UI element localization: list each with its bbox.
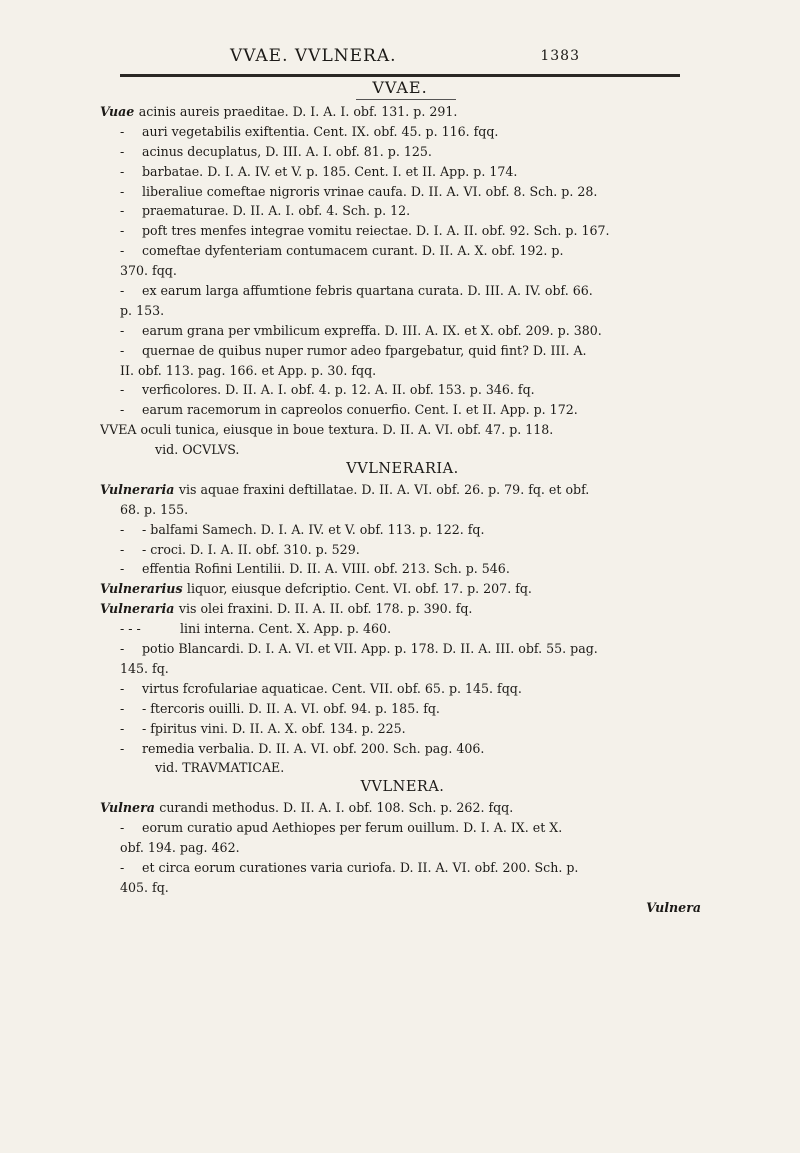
entry-text: acinis aureis praeditae. D. I. A. I. obf. 131. p. 291. bbox=[138, 104, 458, 119]
entry-text: liberaliue comeftae nigroris vrinae caufa. D. II. A. VI. obf. 8. Sch. p. 28. bbox=[142, 183, 598, 199]
index-line bbox=[100, 341, 705, 361]
index-line bbox=[100, 261, 705, 281]
ditto-dash: - bbox=[120, 342, 125, 358]
running-head bbox=[230, 46, 580, 72]
ditto-dash: - bbox=[120, 322, 125, 338]
entry-text: vid. TRAVMATICAE. bbox=[155, 760, 285, 776]
index-line bbox=[100, 301, 705, 321]
entry-text: vis olei fraxini. D. II. A. II. obf. 178. p. 390. fq. bbox=[178, 601, 473, 617]
index-line bbox=[100, 221, 705, 241]
entry-text: et circa eorum curationes varia curiofa. D. II. A. VI. obf. 200. Sch. p. bbox=[142, 859, 579, 875]
index-line bbox=[100, 559, 705, 579]
entry-text: curandi methodus. D. II. A. I. obf. 108. Sch. p. 262. fqq. bbox=[159, 800, 514, 816]
index-line bbox=[100, 619, 705, 639]
entry-text: remedia verbalia. D. II. A. VI. obf. 200. Sch. pag. 406. bbox=[142, 740, 485, 756]
index-line bbox=[100, 758, 705, 778]
entry-text: acinus decuplatus, D. III. A. I. obf. 81. p. 125. bbox=[142, 143, 432, 159]
index-line bbox=[100, 639, 705, 659]
ditto-dash: - bbox=[120, 163, 125, 179]
index-line bbox=[100, 440, 705, 460]
index-line bbox=[100, 420, 705, 440]
ditto-dash: - bbox=[120, 820, 125, 836]
index-line bbox=[100, 380, 705, 400]
ditto-dash: - bbox=[120, 641, 125, 657]
index-line bbox=[100, 679, 705, 699]
ditto-dash: - bbox=[120, 402, 125, 418]
header-rule bbox=[120, 74, 680, 77]
ditto-dash: - bbox=[120, 561, 125, 577]
index-line bbox=[100, 281, 705, 301]
index-line bbox=[100, 162, 705, 182]
index-line bbox=[100, 400, 705, 420]
page-number: 1383 bbox=[540, 48, 580, 64]
index-line bbox=[100, 182, 705, 202]
index-line bbox=[100, 719, 705, 739]
ditto-dash: - bbox=[120, 521, 125, 537]
entry-text: verficolores. D. II. A. I. obf. 4. p. 12. A. II. obf. 153. p. 346. fq. bbox=[142, 382, 535, 398]
entry-text: barbatae. D. I. A. IV. et V. p. 185. Cent. I. et II. App. p. 174. bbox=[142, 163, 518, 179]
entry-text: VVEA oculi tunica, eiusque in boue textura. D. II. A. VI. obf. 47. p. 118. bbox=[100, 422, 554, 438]
section-title-underline bbox=[356, 99, 456, 100]
entry-text: eorum curatio apud Aethiopes per ferum ouillum. D. I. A. IX. et X. bbox=[142, 820, 563, 836]
entry-text: II. obf. 113. pag. 166. et App. p. 30. fqq. bbox=[120, 362, 377, 378]
index-line bbox=[100, 241, 705, 261]
ditto-dash: - bbox=[120, 541, 125, 557]
entry-text: virtus fcrofulariae aquaticae. Cent. VII. obf. 65. p. 145. fqq. bbox=[142, 680, 522, 696]
ditto-dash: - bbox=[120, 859, 125, 875]
ditto-dash: - bbox=[120, 720, 125, 736]
entry-text: p. 153. bbox=[120, 302, 165, 318]
index-line bbox=[100, 361, 705, 381]
entry-headword: Vulnera bbox=[100, 800, 160, 816]
entry-headword: Vulneraria bbox=[100, 481, 179, 497]
index-line bbox=[100, 142, 705, 162]
index-line bbox=[100, 480, 705, 500]
entry-text: ex earum larga affumtione febris quartana curata. D. III. A. IV. obf. 66. bbox=[142, 283, 593, 299]
index-line bbox=[100, 699, 705, 719]
entry-text: auri vegetabilis exiftentia. Cent. IX. obf. 45. p. 116. fqq. bbox=[142, 123, 499, 139]
index-line bbox=[100, 818, 705, 838]
entry-text: 370. fqq. bbox=[120, 263, 177, 279]
entry-headword: Vulnerarius bbox=[100, 581, 187, 597]
entry-text: liquor, eiusque defcriptio. Cent. VI. obf. 17. p. 207. fq. bbox=[186, 581, 532, 597]
entry-text: - ftercoris ouilli. D. II. A. VI. obf. 94. p. 185. fq. bbox=[142, 700, 440, 716]
ditto-dash: - bbox=[120, 700, 125, 716]
index-line bbox=[100, 540, 705, 560]
ditto-dash: - bbox=[120, 143, 125, 159]
entry-text: comeftae dyfenteriam contumacem curant. D. II. A. X. obf. 192. p. bbox=[142, 243, 564, 259]
subsection-heading: VVLNERARIA. bbox=[346, 461, 459, 478]
entry-text: vis aquae fraxini deftillatae. D. II. A. VI. obf. 26. p. 79. fq. et obf. bbox=[178, 481, 590, 497]
entry-text: 145. fq. bbox=[120, 660, 169, 676]
entry-text: - balfami Samech. D. I. A. IV. et V. obf. 113. p. 122. fq. bbox=[142, 521, 485, 537]
ditto-dash: - bbox=[120, 680, 125, 696]
index-line bbox=[100, 321, 705, 341]
entry-text: vid. OCVLVS. bbox=[155, 442, 240, 458]
ditto-dash: - bbox=[120, 123, 125, 139]
entry-text: potio Blancardi. D. I. A. VI. et VII. App. p. 178. D. II. A. III. obf. 55. pag. bbox=[142, 641, 598, 657]
index-line bbox=[100, 659, 705, 679]
ditto-dash: - bbox=[120, 223, 125, 239]
entry-text: quernae de quibus nuper rumor adeo fpargebatur, quid fint? D. III. A. bbox=[142, 342, 587, 358]
entry-text: 68. p. 155. bbox=[120, 501, 189, 517]
entry-text: - croci. D. I. A. II. obf. 310. p. 529. bbox=[142, 541, 360, 557]
entry-text: lini interna. Cent. X. App. p. 460. bbox=[180, 621, 392, 637]
index-line bbox=[100, 122, 705, 142]
entry-text: praematurae. D. II. A. I. obf. 4. Sch. p. 12. bbox=[142, 203, 411, 219]
entry-text: earum racemorum in capreolos conuerfio. Cent. I. et II. App. p. 172. bbox=[142, 402, 578, 418]
index-line bbox=[100, 500, 705, 520]
index-line bbox=[100, 798, 705, 818]
ditto-dash: - bbox=[120, 203, 125, 219]
entry-text: - fpiritus vini. D. II. A. X. obf. 134. p. 225. bbox=[142, 720, 406, 736]
entry-headword: Vuae bbox=[100, 104, 139, 119]
index-line bbox=[100, 878, 705, 898]
catchword: Vulnera bbox=[646, 899, 701, 915]
index-line bbox=[100, 102, 705, 122]
entry-text: earum grana per vmbilicum expreffa. D. III. A. IX. et X. obf. 209. p. 380. bbox=[142, 322, 602, 338]
ditto-dash: - - - bbox=[120, 621, 141, 637]
entry-text: obf. 194. pag. 462. bbox=[120, 839, 240, 855]
index-line bbox=[100, 838, 705, 858]
entry-headword: Vulneraria bbox=[100, 601, 179, 617]
entry-text: effentia Rofini Lentilii. D. II. A. VIII. obf. 213. Sch. p. 546. bbox=[142, 561, 510, 577]
ditto-dash: - bbox=[120, 183, 125, 199]
ditto-dash: - bbox=[120, 283, 125, 299]
subsection-heading: VVLNERA. bbox=[360, 779, 445, 796]
index-line bbox=[100, 520, 705, 540]
index-entries bbox=[100, 102, 705, 918]
section-title: VVAE. bbox=[372, 78, 428, 97]
ditto-dash: - bbox=[120, 740, 125, 756]
ditto-dash: - bbox=[120, 382, 125, 398]
ditto-dash: - bbox=[120, 243, 125, 259]
index-line bbox=[100, 599, 705, 619]
index-line bbox=[100, 201, 705, 221]
index-line bbox=[100, 858, 705, 878]
entry-text: 405. fq. bbox=[120, 879, 169, 895]
entry-text: poft tres menfes integrae vomitu reiectae. D. I. A. II. obf. 92. Sch. p. 167. bbox=[142, 223, 610, 239]
index-line bbox=[100, 579, 705, 599]
running-head-title: VVAE. VVLNERA. bbox=[230, 46, 397, 66]
index-line bbox=[100, 739, 705, 759]
